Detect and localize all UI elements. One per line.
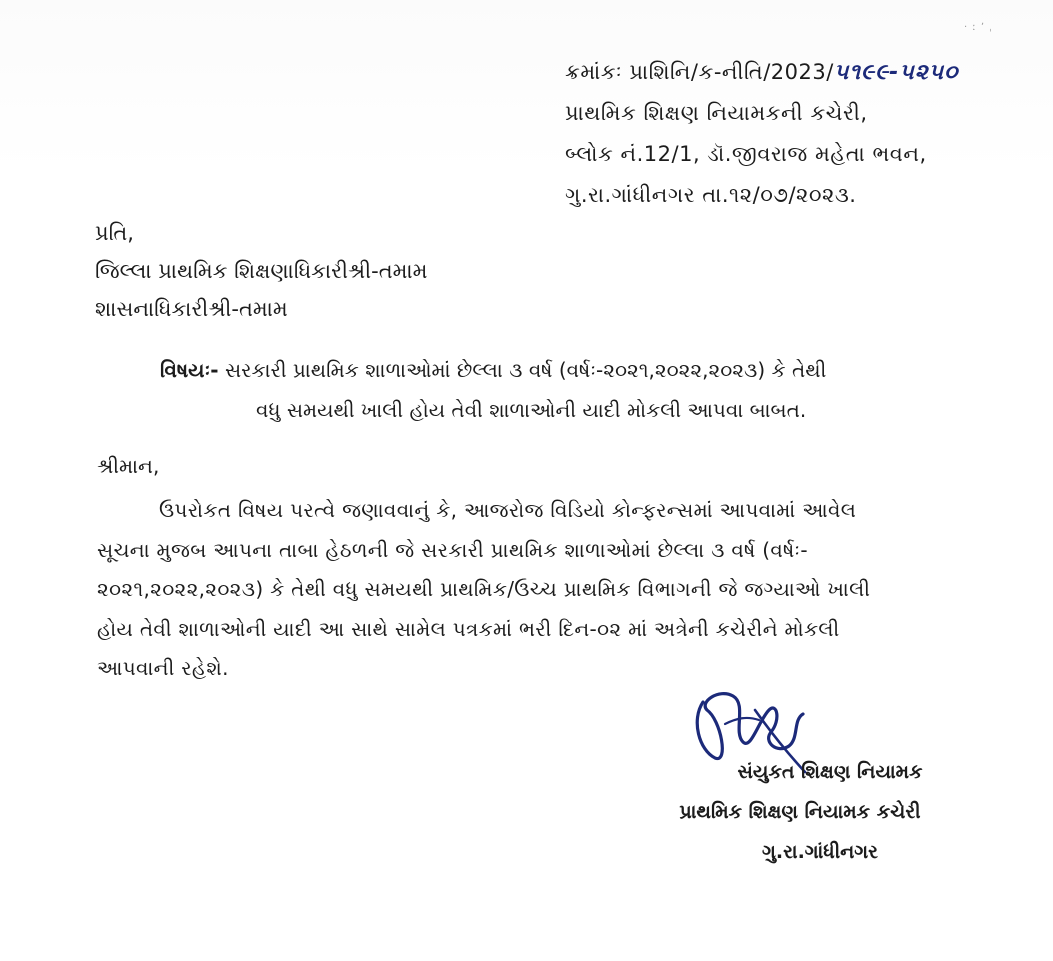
signatory-place: ગુ.રા.ગાંધીનગર — [762, 841, 878, 863]
body-line-1: ઉપરોકત વિષય પરત્વે જણાવવાનું કે, આજરોજ વિડિયો કોન્ફરન્સમાં આપવામાં આવેલ — [159, 498, 857, 522]
corner-scan-mark: ‧ ː ʼ ˌ — [963, 22, 993, 33]
reference-handwritten-number: ૫૧૯૯-૫૨૫૦ — [833, 60, 959, 85]
body-line-2: સૂચના મુજબ આપના તાબા હેઠળની જે સરકારી પ્રાથમિક શાળાઓમાં છેલ્લા ૩ વર્ષ (વર્ષઃ- — [97, 537, 808, 562]
office-address: બ્લોક નં.12/1, ડૉ.જીવરાજ મહેતા ભવન, — [565, 142, 927, 166]
letter-header — [565, 52, 1045, 216]
recipient-line-2: શાસનાધિકારીશ્રી-તમામ — [95, 297, 288, 321]
subject-label: વિષયઃ- — [160, 358, 219, 382]
recipients-block — [95, 214, 427, 328]
reference-prefix: ક્રમાંકઃ પ્રાશિનિ/ક-નીતિ/2023/ — [565, 60, 834, 84]
body-line-3: ૨૦૨૧,૨૦૨૨,૨૦૨૩) કે તેથી વધુ સમયથી પ્રાથમિક/ઉચ્ચ પ્રાથમિક વિભાગની જે જગ્યાઓ ખાલી — [97, 577, 871, 601]
subject-line-2: વધુ સમયથી ખાલી હોય તેવી શાળાઓની યાદી મોકલી આપવા બાબત. — [256, 398, 807, 422]
letter-body — [97, 491, 987, 689]
signatory-office: પ્રાથમિક શિક્ષણ નિયામક કચેરી — [679, 801, 921, 823]
reference-number-line — [565, 52, 1045, 93]
subject-line-1-row — [160, 350, 990, 390]
recipient-line-1: જિલ્લા પ્રાથમિક શિક્ષણાધિકારીશ્રી-તમામ — [95, 259, 428, 283]
recipient-to: પ્રતિ, — [95, 221, 134, 245]
place-and-date: ગુ.રા.ગાંધીનગર તા.૧૨/૦૭/૨૦૨૩. — [565, 183, 857, 207]
body-line-4: હોય તેવી શાળાઓની યાદી આ સાથે સામેલ પત્રકમાં ભરી દિન-૦૨ માં અત્રેની કચેરીને મોકલી — [97, 616, 840, 641]
signatory-title: સંયુકત શિક્ષણ નિયામક — [737, 761, 923, 783]
subject-line-1: સરકારી પ્રાથમિક શાળાઓમાં છેલ્લા ૩ વર્ષ (વર્ષઃ-૨૦૨૧,૨૦૨૨,૨૦૨૩) કે તેથી — [218, 358, 827, 382]
subject-block — [160, 350, 990, 430]
signatory-block — [620, 752, 980, 872]
salutation: શ્રીમાન, — [97, 454, 160, 478]
body-line-5: આપવાની રહેશે. — [97, 656, 229, 680]
office-name: પ્રાથમિક શિક્ષણ નિયામકની કચેરી, — [565, 101, 868, 125]
